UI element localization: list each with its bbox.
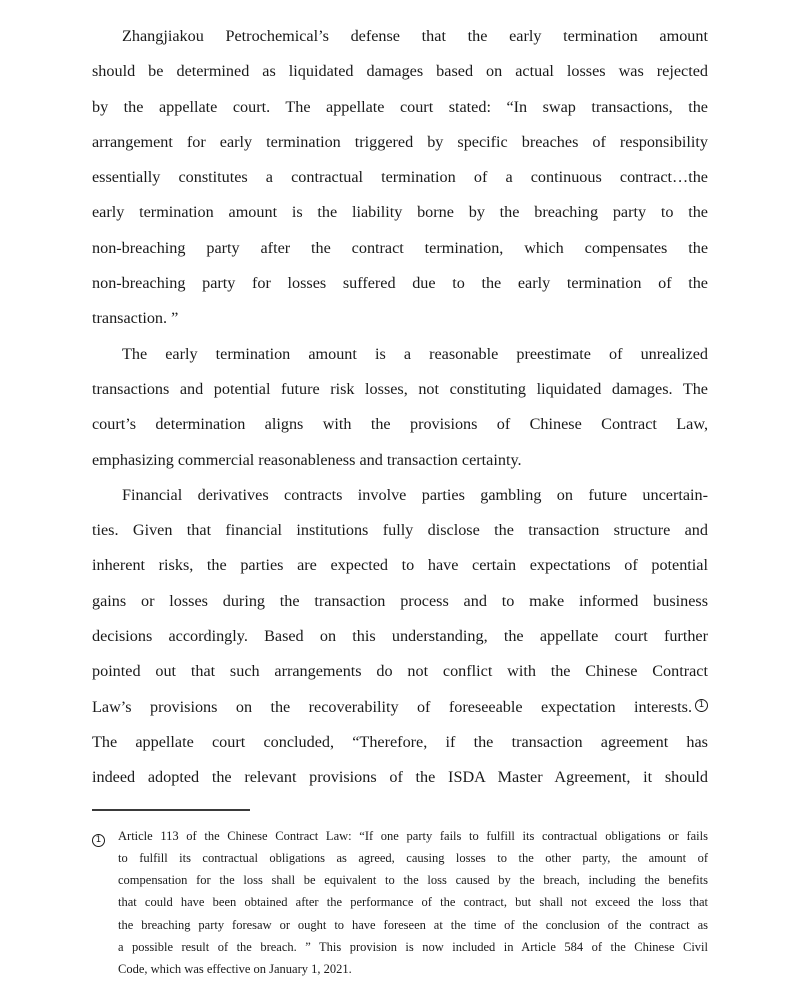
footnote-line: a possible result of the breach. ” This provision is now included in Article 584 of the Chinese Civil xyxy=(118,940,708,955)
text-line: by the appellate court. The appellate court stated: “In swap transactions, the xyxy=(92,97,708,116)
footnote-marker xyxy=(92,825,118,847)
circled-number-icon: 1 xyxy=(695,699,708,712)
footnote xyxy=(92,825,708,981)
text-line: inherent risks, the parties are expected to have certain expectations of potential xyxy=(92,556,708,575)
text-line: The early termination amount is a reasonable preestimate of unrealized xyxy=(122,344,708,363)
text-line: Financial derivatives contracts involve parties gambling on future uncertain- xyxy=(122,485,708,504)
text-line: essentially constitutes a contractual termination of a continuous contract…the xyxy=(92,168,708,187)
text-segment: Law’s provisions on the recoverability of foreseeable expectation interests. xyxy=(92,697,692,716)
footnote-section xyxy=(92,809,708,981)
text-line: non-breaching party after the contract termination, which compensates the xyxy=(92,238,708,257)
text-line: decisions accordingly. Based on this understanding, the appellate court further xyxy=(92,627,708,646)
footnote-separator xyxy=(92,809,250,811)
footnote-line: to fulfill its contractual obligations as agreed, causing losses to the other party, the amount of xyxy=(118,850,708,865)
text-line: gains or losses during the transaction process and to make informed business xyxy=(92,591,708,610)
footnote-line: the breaching party foresaw or ought to have foreseen at the time of the conclusion of the contract as xyxy=(118,917,708,932)
text-line: indeed adopted the relevant provisions of the ISDA Master Agreement, it should xyxy=(92,768,708,787)
circled-number-icon: 1 xyxy=(92,834,105,847)
text-line: court’s determination aligns with the provisions of Chinese Contract Law, xyxy=(92,415,708,434)
footnote-text: Article 113 of the Chinese Contract Law: “If one party fails to fulfill its contractual obligations or fails xyxy=(118,828,708,843)
footnote-line: that could have been obtained after the performance of the contract, but shall not exceed the loss that xyxy=(118,895,708,910)
text-line: The appellate court concluded, “Therefore, if the transaction agreement has xyxy=(92,732,708,751)
text-line: transactions and potential future risk losses, not constituting liquidated damages. The xyxy=(92,379,708,398)
text-line: arrangement for early termination triggered by specific breaches of responsibility xyxy=(92,132,708,151)
body-text xyxy=(92,19,708,796)
footnote-line: compensation for the loss shall be equivalent to the loss caused by the breach, including the benefits xyxy=(118,873,708,888)
text-line: early termination amount is the liability borne by the breaching party to the xyxy=(92,203,708,222)
footnote-line: Code, which was effective on January 1, 2021. xyxy=(118,962,352,977)
text-line: Zhangjiakou Petrochemical’s defense that the early termination amount xyxy=(122,27,708,45)
text-line: pointed out that such arrangements do not conflict with the Chinese Contract xyxy=(92,662,708,681)
footnote-line xyxy=(92,825,708,847)
text-line xyxy=(92,690,708,725)
text-line: ties. Given that financial institutions fully disclose the transaction structure and xyxy=(92,521,708,540)
text-line: transaction. ” xyxy=(92,309,179,328)
text-line: emphasizing commercial reasonableness and transaction certainty. xyxy=(92,450,522,469)
text-line: should be determined as liquidated damages based on actual losses was rejected xyxy=(92,62,708,81)
footnote-reference xyxy=(695,695,708,710)
text-line: non-breaching party for losses suffered due to the early termination of the xyxy=(92,274,708,293)
